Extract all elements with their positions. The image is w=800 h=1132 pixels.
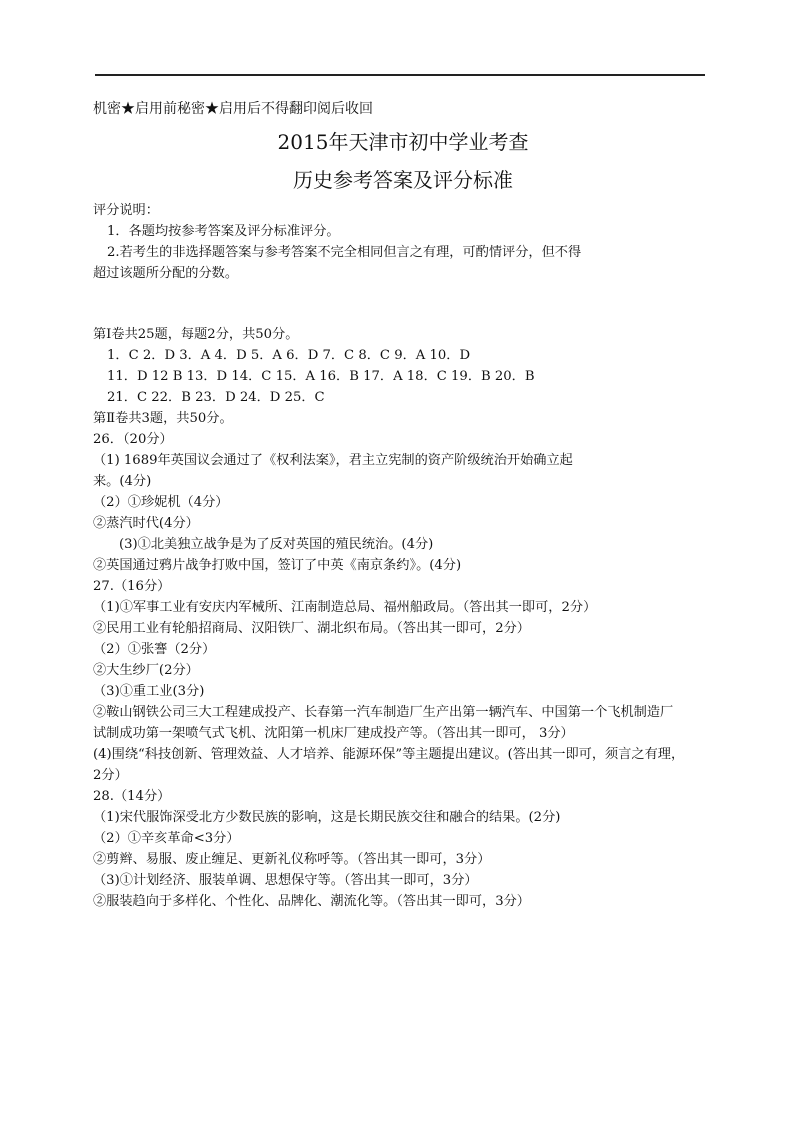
question-number: 27.（16分） [93, 579, 171, 594]
answer-line: （2）①辛亥革命<3分） [93, 831, 240, 846]
part2-section [93, 408, 713, 912]
answer-line: （1)①军事工业有安庆内军械所、江南制造总局、福州船政局。（答出其一即可，2分） [93, 600, 597, 615]
confidential-notice: 机密★启用前秘密★启用后不得翻印阅后收回 [93, 101, 373, 117]
document-body [93, 100, 713, 912]
answer-row: 21．C 22．B 23．D 24．D 25．C [107, 390, 325, 405]
question-26 [93, 429, 713, 576]
grading-note: 2.若考生的非选择题答案与参考答案不完全相同但言之有理，可酌情评分，但不得 [107, 245, 582, 260]
answer-line: ②英国通过鸦片战争打败中国，签订了中英《南京条约》。(4分) [93, 558, 462, 573]
document-title: 2015年天津市初中学业考查 [277, 130, 529, 154]
part1-heading: 第Ⅰ卷共25题，每题2分，共50分。 [93, 327, 299, 342]
answer-line: ②民用工业有轮船招商局、汉阳铁厂、湖北织布局。（答出其一即可，2分） [93, 621, 530, 636]
answer-row: 1．C 2．D 3．A 4．D 5．A 6．D 7．C 8．C 9．A 10．D [107, 348, 471, 363]
answer-line: ②服装趋向于多样化、个性化、品牌化、潮流化等。（答出其一即可，3分） [93, 894, 530, 909]
answer-line: 试制成功第一架喷气式飞机、沈阳第一机床厂建成投产等。（答出其一即可， 3分） [93, 726, 574, 741]
answer-line: （3)①重工业(3分) [93, 684, 205, 699]
question-28 [93, 786, 713, 912]
answer-line: （2）①珍妮机（4分） [93, 495, 229, 510]
part2-heading: 第Ⅱ卷共3题，共50分。 [93, 411, 233, 426]
answer-line: ②剪辫、易服、废止缠足、更新礼仪称呼等。（答出其一即可，3分） [93, 852, 491, 867]
question-number: 28.（14分） [93, 789, 171, 804]
header-rule [95, 74, 705, 76]
answer-line: (3)①北美独立战争是为了反对英国的殖民统治。(4分) [119, 537, 434, 552]
answer-line: (4)围绕“科技创新、管理效益、人才培养、能源环保”等主题提出建议。(答出其一即可，须言之有理， [93, 747, 685, 762]
grading-note: 超过该题所分配的分数。 [93, 266, 239, 281]
answer-line: （1) 1689年英国议会通过了《权利法案》，君主立宪制的资产阶级统治开始确立起 [93, 453, 573, 468]
answer-line: （3)①计划经济、服装单调、思想保守等。（答出其一即可，3分） [93, 873, 478, 888]
part1-section [93, 324, 713, 408]
answer-line: 来。(4分) [93, 474, 152, 489]
question-number: 26．（20分） [93, 432, 173, 447]
spacer [93, 284, 713, 324]
answer-line: ②蒸汽时代(4分） [93, 516, 199, 531]
grading-notes [93, 200, 713, 284]
answer-line: （2）①张謇（2分） [93, 642, 216, 657]
answer-line: ②大生纱厂(2分） [93, 663, 199, 678]
document-subtitle: 历史参考答案及评分标准 [293, 168, 513, 192]
question-27 [93, 576, 713, 786]
answer-line: （1)宋代服饰深受北方少数民族的影响，这是长期民族交往和融合的结果。(2分) [93, 810, 561, 825]
grading-note: 1．各题均按参考答案及评分标准评分。 [107, 224, 340, 239]
answer-line: ②鞍山钢铁公司三大工程建成投产、长春第一汽车制造厂生产出第一辆汽车、中国第一个飞机制造厂 [93, 705, 674, 720]
answer-line: 2分） [93, 768, 128, 783]
answer-row: 11．D 12 B 13．D 14．C 15．A 16．B 17．A 18．C 19．B 20．B [107, 369, 535, 384]
grading-notes-heading: 评分说明： [93, 203, 159, 218]
